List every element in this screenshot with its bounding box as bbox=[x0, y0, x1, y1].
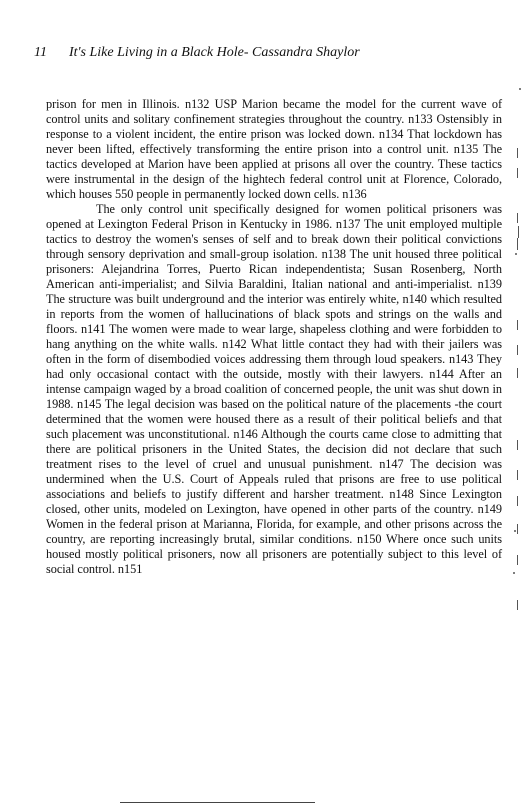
scan-mark bbox=[514, 530, 516, 532]
scan-mark bbox=[517, 440, 518, 450]
scan-mark bbox=[517, 320, 518, 330]
scan-mark bbox=[517, 345, 518, 355]
scan-mark bbox=[517, 238, 518, 250]
scan-mark bbox=[517, 148, 518, 158]
running-header bbox=[34, 45, 360, 61]
scan-mark bbox=[517, 496, 518, 506]
scan-mark bbox=[518, 226, 519, 238]
page-number: 11 bbox=[34, 45, 47, 60]
bottom-rule bbox=[120, 802, 315, 803]
body-text bbox=[46, 97, 502, 577]
scan-mark bbox=[517, 368, 518, 378]
scan-mark bbox=[517, 168, 518, 178]
scan-mark bbox=[517, 213, 518, 223]
scan-mark bbox=[517, 555, 518, 565]
paragraph-1: prison for men in Illinois. n132 USP Marion became the model for the current wave of control units and solitary confinement strategies throughout the country. n133 Ostensibly in response to a violent incident, the entire prison was locked down. n134 That lockdown has never been lifted, effectively transforming the entire prison into a control unit. n135 The tactics developed at Marion have been applied at prisons all over the country. These tactics were instrumental in the design of the hightech federal control unit at Florence, Colorado, which houses 550 people in permanently locked down cells. n136 bbox=[46, 97, 502, 201]
scan-mark bbox=[513, 572, 515, 574]
scan-mark bbox=[517, 524, 518, 534]
scan-mark bbox=[517, 600, 518, 610]
scan-mark bbox=[515, 253, 517, 255]
running-title: It's Like Living in a Black Hole- Cassandra Shaylor bbox=[68, 45, 360, 60]
paragraph-2: The only control unit specifically designed for women political prisoners was opened at Lexington Federal Prison in Kentucky in 1986. n137 The unit employed multiple tactics to destroy the women's senses of self and to break down their political convictions through sensory deprivation and small-group isolation. n138 The unit housed three political prisoners: Alejandrina Torres, Puerto Rican independentista; Susan Rosenberg, North American anti-imperialist; and Silvia Baraldini, Italian national and anti-imperialist. n139 The structure was built underground and the interior was entirely white, n140 which resulted in reports from the women of hallucinations of black spots and strings on the walls and floors. n141 The women were made to wear large, shapeless clothing and were forbidden to hang anything on the white walls. n142 What little contact they had with their jailers was often in the form of disembodied voices addressing them through loud speakers. n143 They had only occasional contact with the outside, mostly with their lawyers. n144 After an intense campaign waged by a broad coalition of concerned people, the unit was shut down in 1988. n145 The legal decision was based on the political nature of the placements -the court determined that the women were housed there as a result of their political beliefs and that such placement was unconstitutional. n146 Although the courts came close to admitting that there are political prisoners in the United States, the decision did not declare that such treatment rises to the level of cruel and unusual punishment. n147 The decision was undermined when the U.S. Court of Appeals ruled that prisons are free to use political associations and beliefs to justify different and harsher treatment. n148 Since Lexington closed, other units, modeled on Lexington, have opened in other parts of the country. n149 Women in the federal prison at Marianna, Florida, for example, and other prisons across the country, are reporting increasingly brutal, similar conditions. n150 Where once such units housed mostly political prisoners, now all prisoners are potentially subject to this level of social control. n151 bbox=[46, 202, 502, 576]
scan-mark bbox=[519, 88, 521, 90]
scan-mark bbox=[517, 470, 518, 480]
